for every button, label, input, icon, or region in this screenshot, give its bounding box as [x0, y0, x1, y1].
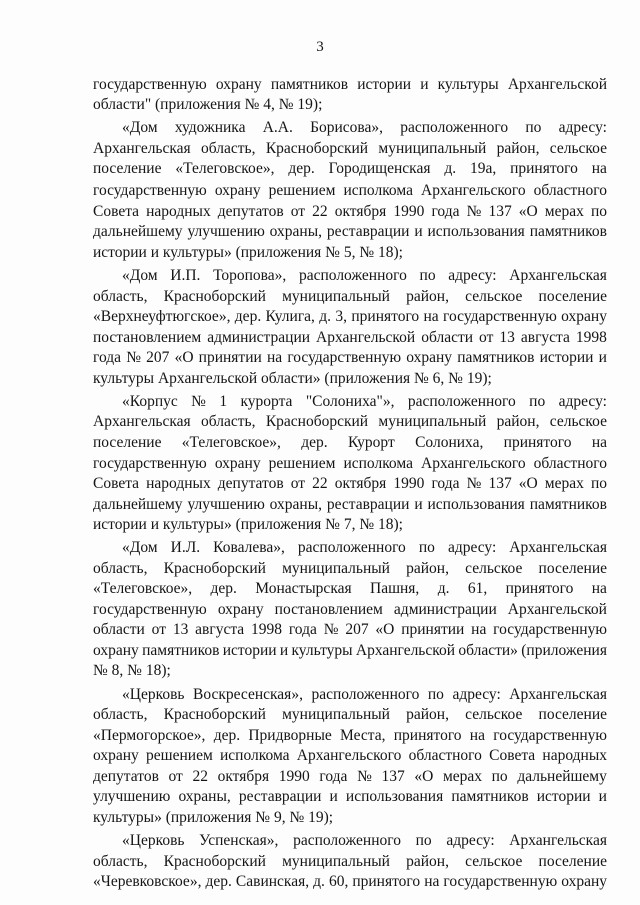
text-line: охрану решением исполкома Архангельского областного Совета народных [93, 747, 607, 764]
text-line: Совета народных депутатов от 22 октября 1990 года № 137 «О мерах по [93, 475, 607, 492]
text-line: истории и культуры» (приложения № 7, № 18); [93, 516, 403, 533]
text-line: области" (приложения № 4, № 19); [93, 96, 323, 113]
text-line: «Телеговское», дер. Монастырская Пашня, д. 61, принятого на [93, 580, 607, 597]
text-line: государственную охрану памятников истории и культуры Архангельской [93, 76, 607, 93]
text-line: Архангельская область, Красноборский муниципальный район, сельское [93, 140, 607, 157]
text-line: культуры» (приложения № 9, № 19); [93, 809, 334, 826]
text-line: государственную охрану решением исполкома Архангельского областного [93, 182, 607, 199]
text-line: «Пермогорское», дер. Придворные Места, принятого на государственную [93, 727, 607, 744]
text-line: «Церковь Воскресенская», расположенного по адресу: Архангельская [122, 686, 607, 703]
text-line: постановлением администрации Архангельской области от 13 августа 1998 [93, 329, 607, 346]
text-line: область, Красноборский муниципальный район, сельское поселение [93, 560, 607, 577]
text-line: «Верхнеуфтюгское», дер. Кулига, д. 3, принятого на государственную охрану [93, 308, 607, 325]
text-line: поселение «Телеговское», дер. Городищенская д. 19а, принятого на [93, 160, 607, 177]
text-line: область, Красноборский муниципальный район, сельское поселение [93, 853, 607, 870]
text-line: государственную охрану решением исполкома Архангельского областного [93, 455, 607, 472]
text-line: поселение «Телеговское», дер. Курорт Солониха, принятого на [93, 434, 607, 451]
text-line: года № 207 «О принятии на государственную охрану памятников истории и [93, 349, 607, 366]
text-line: государственную охрану постановлением администрации Архангельской [93, 601, 607, 618]
text-line: «Корпус № 1 курорта "Солониха"», расположенного по адресу: [122, 393, 607, 410]
text-line: «Черевковское», дер. Савинская, д. 60, принятого на государственную охрану [93, 873, 607, 890]
text-line: депутатов от 22 октября 1990 года № 137 «О мерах по дальнейшему [93, 768, 607, 785]
text-line: № 8, № 18); [93, 662, 171, 679]
text-line: истории и культуры» (приложения № 5, № 18); [93, 244, 403, 261]
text-line: улучшению охраны, реставрации и использования памятников истории и [93, 788, 607, 805]
text-line: «Дом И.П. Торопова», расположенного по адресу: Архангельская [122, 267, 607, 284]
text-line: «Дом художника А.А. Борисова», расположенного по адресу: [122, 119, 607, 136]
text-line: «Церковь Успенская», расположенного по адресу: Архангельская [122, 832, 607, 849]
text-line: охрану памятников истории и культуры Архангельской области» (приложения [93, 642, 607, 659]
text-line: культуры Архангельской области» (приложения № 6, № 19); [93, 370, 492, 387]
text-line: «Дом И.Л. Ковалева», расположенного по адресу: Архангельская [122, 539, 607, 556]
text-line: Архангельская область, Красноборский муниципальный район, сельское [93, 413, 607, 430]
page-number: 3 [316, 39, 324, 55]
text-line: дальнейшему улучшению охраны, реставрации и использования памятников [93, 496, 607, 513]
text-line: область, Красноборский муниципальный район, сельское поселение [93, 288, 607, 305]
text-line: области от 13 августа 1998 года № 207 «О принятии на государственную [93, 621, 607, 638]
text-line: Совета народных депутатов от 22 октября 1990 года № 137 «О мерах по [93, 203, 607, 220]
text-line: область, Красноборский муниципальный район, сельское поселение [93, 706, 607, 723]
text-line: дальнейшему улучшению охраны, реставрации и использования памятников [93, 223, 607, 240]
